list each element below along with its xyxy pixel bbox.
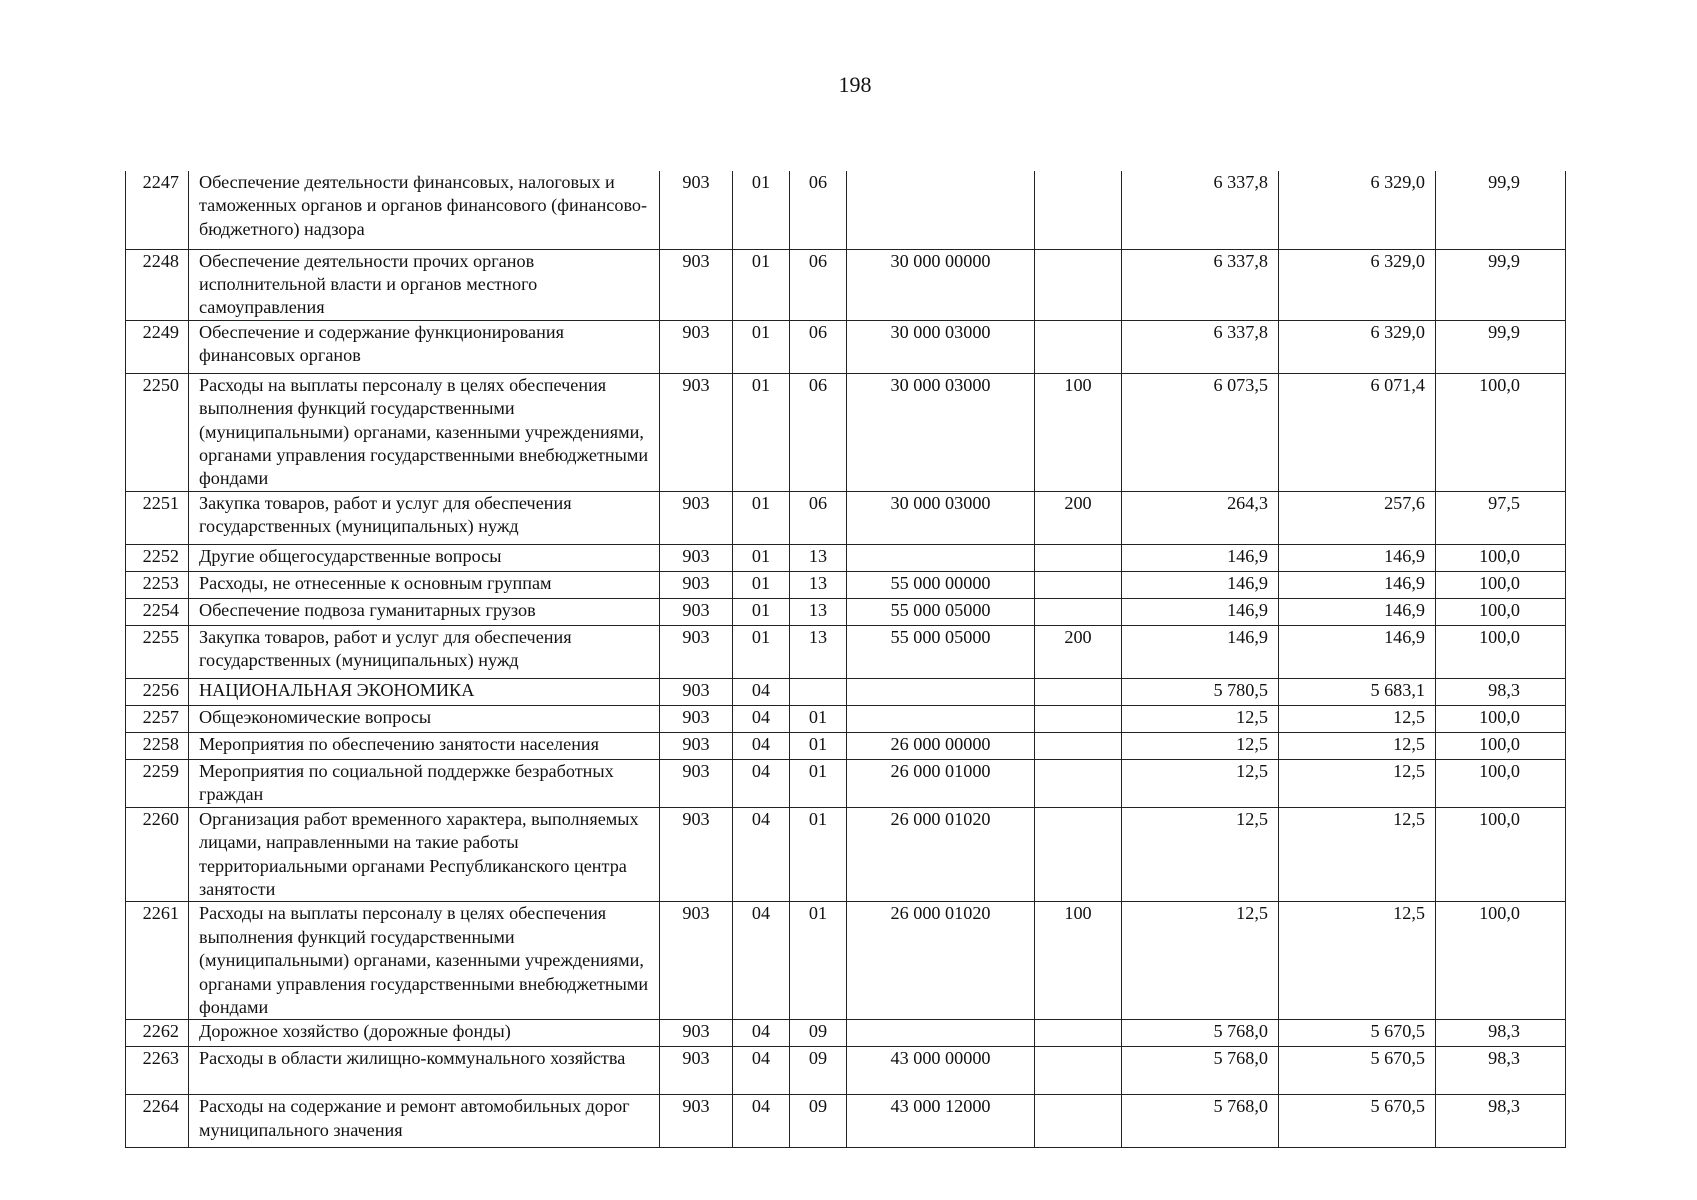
ministry-code-cell: 903 xyxy=(660,544,733,571)
subsection-code-cell: 13 xyxy=(790,598,847,625)
section-code-cell: 04 xyxy=(733,705,790,732)
table-row xyxy=(126,598,1566,625)
section-code-cell: 01 xyxy=(733,544,790,571)
table-body xyxy=(126,171,1566,1148)
execution-percent-cell: 98,3 xyxy=(1436,1047,1566,1095)
table-row xyxy=(126,571,1566,598)
page-number: 198 xyxy=(838,72,872,97)
expense-name-cell: Расходы на содержание и ремонт автомобильных дорог муниципального значения xyxy=(189,1095,660,1148)
planned-amount-cell: 6 073,5 xyxy=(1122,373,1279,491)
section-code-cell: 01 xyxy=(733,320,790,373)
planned-amount-cell: 12,5 xyxy=(1122,902,1279,1020)
target-article-cell: 55 000 05000 xyxy=(847,625,1035,678)
table-row xyxy=(126,1047,1566,1095)
row-number-cell: 2259 xyxy=(126,759,189,807)
subsection-code-cell: 01 xyxy=(790,732,847,759)
table-row xyxy=(126,1020,1566,1047)
expense-type-cell xyxy=(1035,1095,1122,1148)
row-number-cell: 2256 xyxy=(126,678,189,705)
ministry-code-cell: 903 xyxy=(660,625,733,678)
subsection-code-cell: 09 xyxy=(790,1020,847,1047)
expense-type-cell xyxy=(1035,598,1122,625)
ministry-code-cell: 903 xyxy=(660,171,733,249)
expense-type-cell xyxy=(1035,759,1122,807)
planned-amount-cell: 12,5 xyxy=(1122,732,1279,759)
table-row xyxy=(126,807,1566,902)
expense-name-cell: Расходы, не отнесенные к основным группам xyxy=(189,571,660,598)
expense-name-cell: Организация работ временного характера, выполняемых лицами, направленными на такие работы территориальными органами Республиканского центра занятости xyxy=(189,807,660,902)
expense-name-cell: Общеэкономические вопросы xyxy=(189,705,660,732)
table-row xyxy=(126,1095,1566,1148)
section-code-cell: 04 xyxy=(733,1020,790,1047)
expense-name-cell: Другие общегосударственные вопросы xyxy=(189,544,660,571)
expense-name-cell: Обеспечение и содержание функционирования финансовых органов xyxy=(189,320,660,373)
execution-percent-cell: 98,3 xyxy=(1436,678,1566,705)
execution-percent-cell: 100,0 xyxy=(1436,373,1566,491)
planned-amount-cell: 264,3 xyxy=(1122,491,1279,544)
target-article-cell: 43 000 12000 xyxy=(847,1095,1035,1148)
ministry-code-cell: 903 xyxy=(660,598,733,625)
expense-name-cell: Обеспечение деятельности финансовых, налоговых и таможенных органов и органов финансового (финансово-бюджетного) надзора xyxy=(189,171,660,249)
subsection-code-cell: 01 xyxy=(790,759,847,807)
subsection-code-cell xyxy=(790,678,847,705)
ministry-code-cell: 903 xyxy=(660,373,733,491)
execution-percent-cell: 100,0 xyxy=(1436,571,1566,598)
execution-percent-cell: 100,0 xyxy=(1436,759,1566,807)
planned-amount-cell: 146,9 xyxy=(1122,544,1279,571)
planned-amount-cell: 6 337,8 xyxy=(1122,171,1279,249)
table-row xyxy=(126,544,1566,571)
section-code-cell: 01 xyxy=(733,249,790,320)
expense-name-cell: Закупка товаров, работ и услуг для обеспечения государственных (муниципальных) нужд xyxy=(189,491,660,544)
row-number-cell: 2254 xyxy=(126,598,189,625)
actual-amount-cell: 5 670,5 xyxy=(1279,1047,1436,1095)
expense-name-cell: Обеспечение подвоза гуманитарных грузов xyxy=(189,598,660,625)
planned-amount-cell: 6 337,8 xyxy=(1122,249,1279,320)
table-row xyxy=(126,625,1566,678)
ministry-code-cell: 903 xyxy=(660,705,733,732)
planned-amount-cell: 5 768,0 xyxy=(1122,1095,1279,1148)
expense-type-cell xyxy=(1035,732,1122,759)
expense-name-cell: Расходы на выплаты персоналу в целях обеспечения выполнения функций государственными (муниципальными) органами, казенными учреждениями, органами управления государственными внебюджетными фондами xyxy=(189,902,660,1020)
table-row xyxy=(126,373,1566,491)
expense-name-cell: Мероприятия по социальной поддержке безработных граждан xyxy=(189,759,660,807)
table-row xyxy=(126,249,1566,320)
row-number-cell: 2257 xyxy=(126,705,189,732)
row-number-cell: 2264 xyxy=(126,1095,189,1148)
execution-percent-cell: 97,5 xyxy=(1436,491,1566,544)
expense-type-cell xyxy=(1035,320,1122,373)
table-row xyxy=(126,678,1566,705)
table-row xyxy=(126,171,1566,249)
actual-amount-cell: 146,9 xyxy=(1279,598,1436,625)
expense-type-cell xyxy=(1035,544,1122,571)
actual-amount-cell: 257,6 xyxy=(1279,491,1436,544)
ministry-code-cell: 903 xyxy=(660,1020,733,1047)
expense-type-cell xyxy=(1035,705,1122,732)
execution-percent-cell: 100,0 xyxy=(1436,732,1566,759)
target-article-cell: 30 000 03000 xyxy=(847,320,1035,373)
subsection-code-cell: 01 xyxy=(790,902,847,1020)
execution-percent-cell: 99,9 xyxy=(1436,320,1566,373)
ministry-code-cell: 903 xyxy=(660,807,733,902)
expense-name-cell: Обеспечение деятельности прочих органов исполнительной власти и органов местного самоуправления xyxy=(189,249,660,320)
expense-type-cell xyxy=(1035,678,1122,705)
target-article-cell: 55 000 00000 xyxy=(847,571,1035,598)
section-code-cell: 04 xyxy=(733,1047,790,1095)
expense-type-cell: 100 xyxy=(1035,373,1122,491)
subsection-code-cell: 01 xyxy=(790,705,847,732)
target-article-cell xyxy=(847,1020,1035,1047)
execution-percent-cell: 98,3 xyxy=(1436,1020,1566,1047)
planned-amount-cell: 146,9 xyxy=(1122,625,1279,678)
row-number-cell: 2260 xyxy=(126,807,189,902)
actual-amount-cell: 6 329,0 xyxy=(1279,171,1436,249)
section-code-cell: 04 xyxy=(733,1095,790,1148)
execution-percent-cell: 99,9 xyxy=(1436,171,1566,249)
execution-percent-cell: 100,0 xyxy=(1436,544,1566,571)
expense-type-cell xyxy=(1035,807,1122,902)
subsection-code-cell: 06 xyxy=(790,249,847,320)
ministry-code-cell: 903 xyxy=(660,1095,733,1148)
planned-amount-cell: 12,5 xyxy=(1122,807,1279,902)
section-code-cell: 04 xyxy=(733,678,790,705)
actual-amount-cell: 6 329,0 xyxy=(1279,249,1436,320)
target-article-cell: 43 000 00000 xyxy=(847,1047,1035,1095)
expense-type-cell xyxy=(1035,571,1122,598)
target-article-cell: 26 000 01020 xyxy=(847,807,1035,902)
subsection-code-cell: 06 xyxy=(790,171,847,249)
row-number-cell: 2250 xyxy=(126,373,189,491)
budget-table xyxy=(125,171,1566,1148)
ministry-code-cell: 903 xyxy=(660,320,733,373)
expense-name-cell: Дорожное хозяйство (дорожные фонды) xyxy=(189,1020,660,1047)
expense-name-cell: Расходы в области жилищно-коммунального хозяйства xyxy=(189,1047,660,1095)
subsection-code-cell: 06 xyxy=(790,491,847,544)
section-code-cell: 01 xyxy=(733,373,790,491)
subsection-code-cell: 09 xyxy=(790,1095,847,1148)
expense-type-cell xyxy=(1035,1020,1122,1047)
target-article-cell: 55 000 05000 xyxy=(847,598,1035,625)
planned-amount-cell: 5 780,5 xyxy=(1122,678,1279,705)
ministry-code-cell: 903 xyxy=(660,249,733,320)
target-article-cell: 26 000 01020 xyxy=(847,902,1035,1020)
expense-type-cell xyxy=(1035,249,1122,320)
actual-amount-cell: 12,5 xyxy=(1279,705,1436,732)
target-article-cell: 30 000 03000 xyxy=(847,373,1035,491)
row-number-cell: 2261 xyxy=(126,902,189,1020)
table-row xyxy=(126,759,1566,807)
section-code-cell: 01 xyxy=(733,598,790,625)
execution-percent-cell: 100,0 xyxy=(1436,902,1566,1020)
planned-amount-cell: 12,5 xyxy=(1122,705,1279,732)
subsection-code-cell: 06 xyxy=(790,320,847,373)
table-row xyxy=(126,902,1566,1020)
target-article-cell xyxy=(847,544,1035,571)
subsection-code-cell: 13 xyxy=(790,544,847,571)
expense-name-cell: Расходы на выплаты персоналу в целях обеспечения выполнения функций государственными (муниципальными) органами, казенными учреждениями, органами управления государственными внебюджетными фондами xyxy=(189,373,660,491)
target-article-cell xyxy=(847,171,1035,249)
actual-amount-cell: 12,5 xyxy=(1279,732,1436,759)
expense-type-cell: 200 xyxy=(1035,491,1122,544)
ministry-code-cell: 903 xyxy=(660,732,733,759)
ministry-code-cell: 903 xyxy=(660,491,733,544)
execution-percent-cell: 100,0 xyxy=(1436,598,1566,625)
expense-type-cell xyxy=(1035,171,1122,249)
subsection-code-cell: 06 xyxy=(790,373,847,491)
row-number-cell: 2258 xyxy=(126,732,189,759)
execution-percent-cell: 100,0 xyxy=(1436,625,1566,678)
table-row xyxy=(126,320,1566,373)
target-article-cell xyxy=(847,705,1035,732)
actual-amount-cell: 5 670,5 xyxy=(1279,1020,1436,1047)
expense-name-cell: Закупка товаров, работ и услуг для обеспечения государственных (муниципальных) нужд xyxy=(189,625,660,678)
actual-amount-cell: 12,5 xyxy=(1279,902,1436,1020)
execution-percent-cell: 100,0 xyxy=(1436,705,1566,732)
ministry-code-cell: 903 xyxy=(660,759,733,807)
ministry-code-cell: 903 xyxy=(660,678,733,705)
section-code-cell: 01 xyxy=(733,571,790,598)
target-article-cell: 30 000 00000 xyxy=(847,249,1035,320)
planned-amount-cell: 146,9 xyxy=(1122,598,1279,625)
planned-amount-cell: 146,9 xyxy=(1122,571,1279,598)
target-article-cell: 26 000 01000 xyxy=(847,759,1035,807)
planned-amount-cell: 5 768,0 xyxy=(1122,1020,1279,1047)
row-number-cell: 2262 xyxy=(126,1020,189,1047)
table-row xyxy=(126,705,1566,732)
target-article-cell: 26 000 00000 xyxy=(847,732,1035,759)
actual-amount-cell: 6 071,4 xyxy=(1279,373,1436,491)
section-code-cell: 01 xyxy=(733,171,790,249)
execution-percent-cell: 99,9 xyxy=(1436,249,1566,320)
row-number-cell: 2248 xyxy=(126,249,189,320)
ministry-code-cell: 903 xyxy=(660,1047,733,1095)
execution-percent-cell: 98,3 xyxy=(1436,1095,1566,1148)
execution-percent-cell: 100,0 xyxy=(1436,807,1566,902)
ministry-code-cell: 903 xyxy=(660,902,733,1020)
expense-name-cell: НАЦИОНАЛЬНАЯ ЭКОНОМИКА xyxy=(189,678,660,705)
row-number-cell: 2253 xyxy=(126,571,189,598)
section-code-cell: 04 xyxy=(733,732,790,759)
expense-type-cell: 100 xyxy=(1035,902,1122,1020)
actual-amount-cell: 146,9 xyxy=(1279,544,1436,571)
section-code-cell: 04 xyxy=(733,759,790,807)
section-code-cell: 04 xyxy=(733,902,790,1020)
expense-name-cell: Мероприятия по обеспечению занятости населения xyxy=(189,732,660,759)
row-number-cell: 2252 xyxy=(126,544,189,571)
actual-amount-cell: 12,5 xyxy=(1279,807,1436,902)
planned-amount-cell: 5 768,0 xyxy=(1122,1047,1279,1095)
actual-amount-cell: 5 683,1 xyxy=(1279,678,1436,705)
actual-amount-cell: 146,9 xyxy=(1279,571,1436,598)
row-number-cell: 2255 xyxy=(126,625,189,678)
actual-amount-cell: 146,9 xyxy=(1279,625,1436,678)
actual-amount-cell: 6 329,0 xyxy=(1279,320,1436,373)
section-code-cell: 01 xyxy=(733,625,790,678)
subsection-code-cell: 13 xyxy=(790,571,847,598)
subsection-code-cell: 09 xyxy=(790,1047,847,1095)
planned-amount-cell: 12,5 xyxy=(1122,759,1279,807)
subsection-code-cell: 01 xyxy=(790,807,847,902)
planned-amount-cell: 6 337,8 xyxy=(1122,320,1279,373)
actual-amount-cell: 12,5 xyxy=(1279,759,1436,807)
row-number-cell: 2247 xyxy=(126,171,189,249)
row-number-cell: 2263 xyxy=(126,1047,189,1095)
ministry-code-cell: 903 xyxy=(660,571,733,598)
subsection-code-cell: 13 xyxy=(790,625,847,678)
row-number-cell: 2249 xyxy=(126,320,189,373)
section-code-cell: 04 xyxy=(733,807,790,902)
expense-type-cell xyxy=(1035,1047,1122,1095)
target-article-cell xyxy=(847,678,1035,705)
table-row xyxy=(126,491,1566,544)
actual-amount-cell: 5 670,5 xyxy=(1279,1095,1436,1148)
table-row xyxy=(126,732,1566,759)
target-article-cell: 30 000 03000 xyxy=(847,491,1035,544)
row-number-cell: 2251 xyxy=(126,491,189,544)
expense-type-cell: 200 xyxy=(1035,625,1122,678)
section-code-cell: 01 xyxy=(733,491,790,544)
